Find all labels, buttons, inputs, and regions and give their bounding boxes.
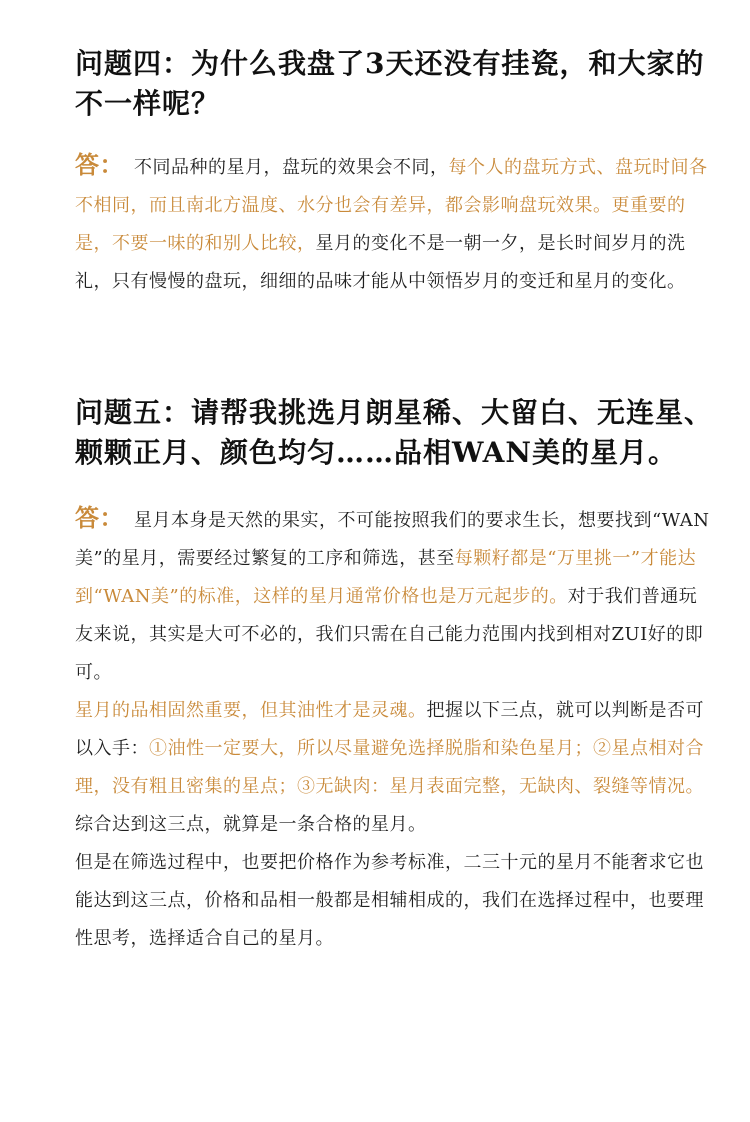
question-heading: 问题四：为什么我盘了3天还没有挂瓷，和大家的不一样呢？	[75, 47, 705, 120]
answer-highlight: ①油性一定要大，所以尽量避免选择脱脂和染色星月；②星点相对合理，没有粗且密集的星点；③无缺肉：星月表面完整，无缺肉、裂缝等情况。	[75, 738, 704, 797]
answer-text: 但是在筛选过程中，也要把价格作为参考标准，二三十元的星月不能奢求它也能达到这三点，价格和品相一般都是相辅相成的，我们在选择过程中，也要理性思考，选择适合自己的星月。	[75, 852, 704, 949]
answer-text: 把握以下三点，就可以判断是否可以入手：	[75, 700, 704, 759]
answer-highlight: 每颗籽都是“万里挑一”才能达到“WAN美”的标准，这样的星月通常价格也是万元起步的。	[75, 548, 697, 607]
faq-section-q5	[75, 393, 715, 958]
answer-highlight: 星月的品相固然重要，但其油性才是灵魂。	[75, 700, 427, 721]
answer-text: 对于我们普通玩友来说，其实是大可不必的，我们只需在自己能力范围内找到相对ZUI好的即可。	[75, 586, 704, 683]
answer-label: 答：	[75, 503, 124, 532]
answer-text: 不同品种的星月，盘玩的效果会不同，	[134, 157, 449, 178]
answer-text: 星月的变化不是一朝一夕，是长时间岁月的洗礼，只有慢慢的盘玩，细细的品味才能从中领悟岁月的变迁和星月的变化。	[75, 233, 686, 292]
answer-line	[75, 692, 715, 844]
question-heading: 问题五：请帮我挑选月朗星稀、大留白、无连星、颗颗正月、颜色均匀……品相WAN美的星月。	[75, 396, 714, 469]
answer-paragraph	[75, 146, 715, 301]
answer-label: 答：	[75, 150, 124, 179]
answer-paragraph	[75, 499, 715, 958]
faq-section-q4	[75, 44, 715, 301]
answer-highlight: 每个人的盘玩方式、盘玩时间各不相同，而且南北方温度、水分也会有差异，都会影响盘玩效果。更重要的是，不要一味的和别人比较，	[75, 157, 708, 254]
answer-text: 综合达到这三点，就算是一条合格的星月。	[75, 814, 427, 835]
answer-text: 星月本身是天然的果实，不可能按照我们的要求生长，想要找到“WAN美”的星月，需要经过繁复的工序和筛选，甚至	[75, 510, 710, 569]
